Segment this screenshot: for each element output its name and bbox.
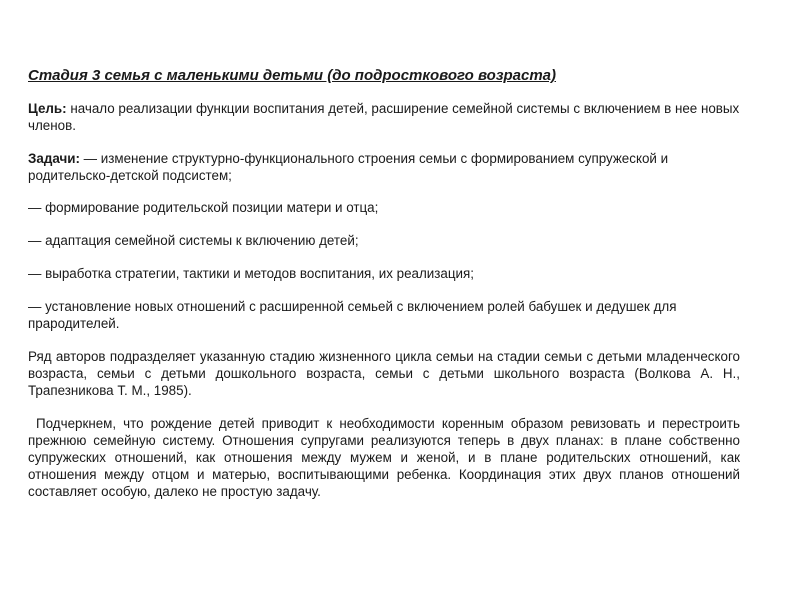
goal-label: Цель: <box>28 101 67 116</box>
tasks-text: — изменение структурно-функционального строения семьи с формированием супружеской и родительско-детской подсистем; <box>28 151 669 183</box>
tasks-label: Задачи: <box>28 151 80 166</box>
slide-title: Стадия 3 семья с маленькими детьми (до подросткового возраста) <box>28 67 556 84</box>
task-item: — установление новых отношений с расширенной семьей с включением ролей бабушек и дедушек для прародителей. <box>28 299 677 331</box>
task-item: — выработка стратегии, тактики и методов воспитания, их реализация; <box>28 266 474 281</box>
conclusion-paragraph: Подчеркнем, что рождение детей приводит к необходимости коренным образом ревизовать и перестроить прежнюю семейную систему. Отношения супругами реализуются теперь в двух планах: в плане собственно супружеских отношений, как отношения между мужем и женой, и в плане родительских отношений, как отношения между отцом и матерью, воспитывающими ребенка. Координация этих двух планов отношений составляет особую, далеко не простую задачу. <box>28 416 740 499</box>
goal-paragraph <box>28 100 740 134</box>
tasks-paragraph <box>28 150 740 184</box>
goal-text: начало реализации функции воспитания детей, расширение семейной системы с включением в нее новых членов. <box>28 101 740 133</box>
task-item: — адаптация семейной системы к включению детей; <box>28 233 359 248</box>
slide-content <box>28 66 740 500</box>
authors-paragraph: Ряд авторов подразделяет указанную стадию жизненного цикла семьи на стадии семьи с детьми младенческого возраста, семьи с детьми дошкольного возраста, семьи с детьми школьного возраста (Волкова А. Н., Трапезникова Т. М., 1985). <box>28 349 740 398</box>
task-item: — формирование родительской позиции матери и отца; <box>28 200 379 215</box>
